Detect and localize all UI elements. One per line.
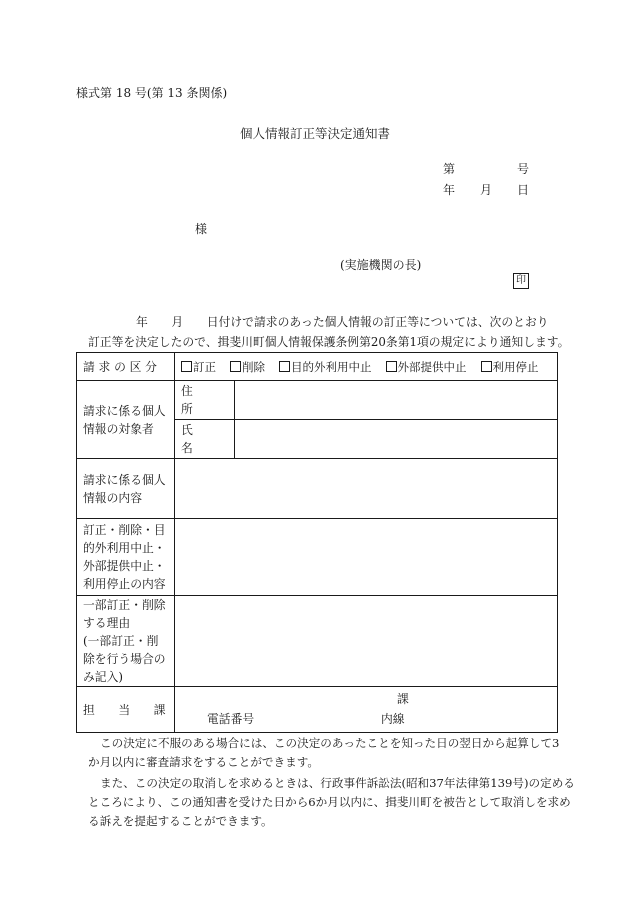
year-label: 年	[443, 183, 456, 197]
issuer-label: (実施機関の長)	[340, 258, 422, 272]
section-suffix: 課	[397, 692, 409, 706]
option-deletion[interactable]: 削除	[230, 358, 265, 376]
form-number: 様式第 18 号(第 13 条関係)	[76, 86, 228, 100]
note-line-5: る訴えを提起することができます。	[88, 814, 273, 828]
request-type-options	[175, 353, 558, 381]
table-row	[77, 519, 558, 596]
option-external-stop[interactable]: 外部提供中止	[386, 358, 467, 376]
addressee-suffix: 様	[195, 222, 208, 236]
number-prefix: 第	[443, 162, 456, 176]
document-number-line	[443, 160, 529, 177]
day-label: 日	[516, 183, 529, 197]
checkbox-icon[interactable]	[386, 361, 397, 372]
partial-reason-label: 一部訂正・削除する理由 (一部訂正・削除を行う場合のみ記入)	[77, 596, 175, 687]
option-correction[interactable]: 訂正	[181, 358, 216, 376]
content-label: 請求に係る個人情報の内容	[77, 459, 175, 519]
address-label: 住 所	[175, 381, 235, 420]
note-line-3: また、この決定の取消しを求めるときは、行政事件訴訟法(昭和37年法律第139号)の定める	[100, 776, 575, 790]
checkbox-icon[interactable]	[181, 361, 192, 372]
table-row	[77, 459, 558, 519]
note-line-2: か月以内に審査請求をすることができます。	[88, 755, 319, 769]
option-use-stop[interactable]: 利用停止	[481, 358, 539, 376]
table-row	[77, 687, 558, 733]
address-field[interactable]	[235, 381, 558, 420]
staff-label: 担 当 課	[77, 687, 175, 733]
checkbox-icon[interactable]	[279, 361, 290, 372]
decision-table	[76, 352, 558, 733]
checkbox-icon[interactable]	[481, 361, 492, 372]
month-label: 月	[479, 183, 492, 197]
partial-reason-field[interactable]	[175, 596, 558, 687]
name-field[interactable]	[235, 420, 558, 459]
note-line-1: この決定に不服のある場合には、この決定のあったことを知った日の翌日から起算して3	[100, 736, 560, 750]
correction-label: 訂正・削除・目的外利用中止・外部提供中止・利用停止の内容	[77, 519, 175, 596]
seal-box: 印	[513, 273, 529, 289]
extension-label: 内線	[381, 712, 405, 726]
request-type-label: 請 求 の 区 分	[77, 353, 175, 381]
table-row	[77, 596, 558, 687]
option-purpose-stop[interactable]: 目的外利用中止	[279, 358, 372, 376]
correction-field[interactable]	[175, 519, 558, 596]
intro-line-1: 年 月 日付けで請求のあった個人情報の訂正等については、次のとおり	[136, 315, 549, 329]
date-line	[443, 181, 529, 198]
checkbox-icon[interactable]	[230, 361, 241, 372]
subject-label: 請求に係る個人情報の対象者	[77, 381, 175, 459]
name-label: 氏 名	[175, 420, 235, 459]
table-row	[77, 353, 558, 381]
phone-label: 電話番号	[207, 712, 255, 726]
staff-field[interactable]	[175, 687, 558, 733]
note-line-4: ところにより、この通知書を受けた日から6か月以内に、揖斐川町を被告として取消しを求め	[88, 795, 571, 809]
number-suffix: 号	[516, 162, 529, 176]
content-field[interactable]	[175, 459, 558, 519]
table-row	[77, 381, 558, 420]
intro-line-2: 訂正等を決定したので、揖斐川町個人情報保護条例第20条第1項の規定により通知します。	[88, 335, 570, 349]
document-title: 個人情報訂正等決定通知書	[239, 126, 390, 141]
